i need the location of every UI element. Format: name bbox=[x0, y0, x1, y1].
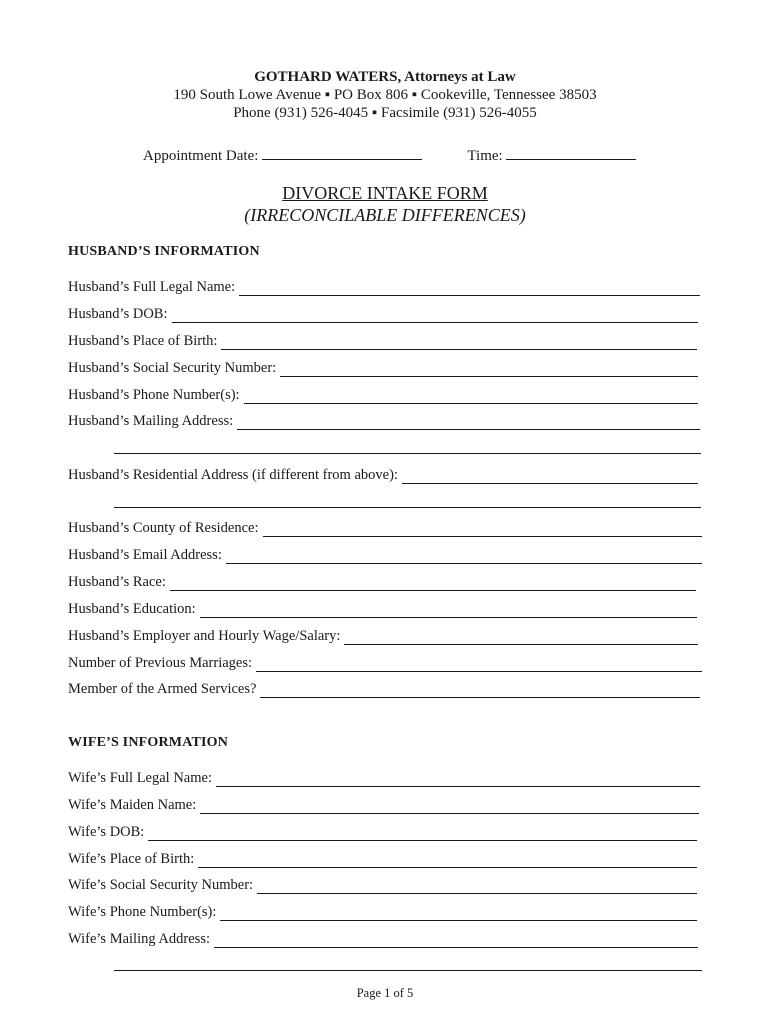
husband-mailing-address-row bbox=[68, 412, 700, 430]
form-title: DIVORCE INTAKE FORM bbox=[282, 183, 488, 203]
firm-contact: Phone (931) 526-4045 ▪ Facsimile (931) 526-4055 bbox=[233, 105, 537, 121]
husband-employer-field[interactable] bbox=[344, 631, 698, 645]
husband-birthplace-row bbox=[68, 332, 697, 350]
appointment-time-label: Time: bbox=[467, 148, 503, 164]
husband-mailing-address-continuation[interactable] bbox=[114, 453, 701, 454]
field-label: Wife’s Place of Birth: bbox=[68, 851, 195, 867]
husband-dob-row bbox=[68, 305, 698, 323]
husband-full-name-field[interactable] bbox=[239, 282, 700, 296]
form-title-block bbox=[0, 182, 770, 226]
wife-birthplace-row bbox=[68, 850, 697, 868]
field-label: Husband’s Residential Address (if different from above): bbox=[68, 467, 398, 483]
field-label: Husband’s Social Security Number: bbox=[68, 360, 277, 376]
wife-section-heading: WIFE’S INFORMATION bbox=[68, 735, 229, 750]
husband-phone-field[interactable] bbox=[244, 390, 698, 404]
husband-mailing-address-field[interactable] bbox=[237, 416, 700, 430]
husband-email-row bbox=[68, 546, 702, 564]
appointment-time-field[interactable] bbox=[506, 145, 636, 160]
wife-mailing-address-field[interactable] bbox=[214, 934, 698, 948]
field-label: Husband’s Full Legal Name: bbox=[68, 279, 236, 295]
field-label: Wife’s Maiden Name: bbox=[68, 797, 197, 813]
field-label: Member of the Armed Services? bbox=[68, 681, 257, 697]
husband-employer-row bbox=[68, 627, 698, 645]
wife-maiden-name-field[interactable] bbox=[200, 800, 699, 814]
husband-phone-row bbox=[68, 386, 698, 404]
field-label: Husband’s County of Residence: bbox=[68, 520, 259, 536]
page-number: Page 1 of 5 bbox=[356, 986, 414, 1000]
field-label: Husband’s Education: bbox=[68, 601, 196, 617]
husband-county-row bbox=[68, 519, 702, 537]
field-label: Husband’s Phone Number(s): bbox=[68, 387, 240, 403]
husband-ssn-field[interactable] bbox=[280, 363, 698, 377]
armed-services-field[interactable] bbox=[260, 684, 700, 698]
field-label: Wife’s Full Legal Name: bbox=[68, 770, 212, 786]
firm-address: 190 South Lowe Avenue ▪ PO Box 806 ▪ Cookeville, Tennessee 38503 bbox=[173, 87, 597, 103]
appointment-date-field[interactable] bbox=[262, 145, 422, 160]
husband-dob-field[interactable] bbox=[172, 309, 699, 323]
husband-full-name-row bbox=[68, 278, 700, 296]
wife-dob-row bbox=[68, 823, 697, 841]
wife-ssn-field[interactable] bbox=[257, 880, 697, 894]
wife-full-name-field[interactable] bbox=[216, 773, 700, 787]
letterhead bbox=[0, 68, 770, 122]
wife-phone-row bbox=[68, 903, 697, 921]
wife-mailing-address-continuation[interactable] bbox=[114, 970, 702, 971]
husband-birthplace-field[interactable] bbox=[221, 336, 697, 350]
husband-section-heading: HUSBAND’S INFORMATION bbox=[68, 244, 260, 259]
form-subtitle: (IRRECONCILABLE DIFFERENCES) bbox=[244, 205, 526, 225]
husband-education-field[interactable] bbox=[200, 604, 697, 618]
wife-maiden-name-row bbox=[68, 796, 699, 814]
previous-marriages-field[interactable] bbox=[256, 658, 702, 672]
wife-birthplace-field[interactable] bbox=[198, 854, 697, 868]
wife-mailing-address-row bbox=[68, 930, 698, 948]
husband-email-field[interactable] bbox=[226, 550, 702, 564]
field-label: Husband’s Employer and Hourly Wage/Salary: bbox=[68, 628, 341, 644]
wife-phone-field[interactable] bbox=[220, 907, 697, 921]
appointment-line bbox=[143, 145, 636, 165]
field-label: Wife’s Mailing Address: bbox=[68, 931, 210, 947]
husband-residential-address-row bbox=[68, 466, 698, 484]
field-label: Husband’s Race: bbox=[68, 574, 166, 590]
field-label: Wife’s Phone Number(s): bbox=[68, 904, 217, 920]
armed-services-row bbox=[68, 680, 700, 698]
husband-ssn-row bbox=[68, 359, 698, 377]
husband-residential-address-continuation[interactable] bbox=[114, 507, 701, 508]
husband-race-row bbox=[68, 573, 696, 591]
field-label: Wife’s DOB: bbox=[68, 824, 145, 840]
field-label: Husband’s Place of Birth: bbox=[68, 333, 218, 349]
firm-name: GOTHARD WATERS, Attorneys at Law bbox=[254, 69, 516, 85]
wife-dob-field[interactable] bbox=[148, 827, 697, 841]
husband-race-field[interactable] bbox=[170, 577, 696, 591]
field-label: Husband’s Mailing Address: bbox=[68, 413, 234, 429]
husband-county-field[interactable] bbox=[263, 523, 703, 537]
wife-ssn-row bbox=[68, 876, 697, 894]
husband-residential-address-field[interactable] bbox=[402, 470, 698, 484]
field-label: Wife’s Social Security Number: bbox=[68, 877, 254, 893]
field-label: Number of Previous Marriages: bbox=[68, 655, 253, 671]
husband-education-row bbox=[68, 600, 697, 618]
previous-marriages-row bbox=[68, 654, 702, 672]
wife-full-name-row bbox=[68, 769, 700, 787]
field-label: Husband’s DOB: bbox=[68, 306, 168, 322]
appointment-date-label: Appointment Date: bbox=[143, 148, 259, 164]
field-label: Husband’s Email Address: bbox=[68, 547, 222, 563]
